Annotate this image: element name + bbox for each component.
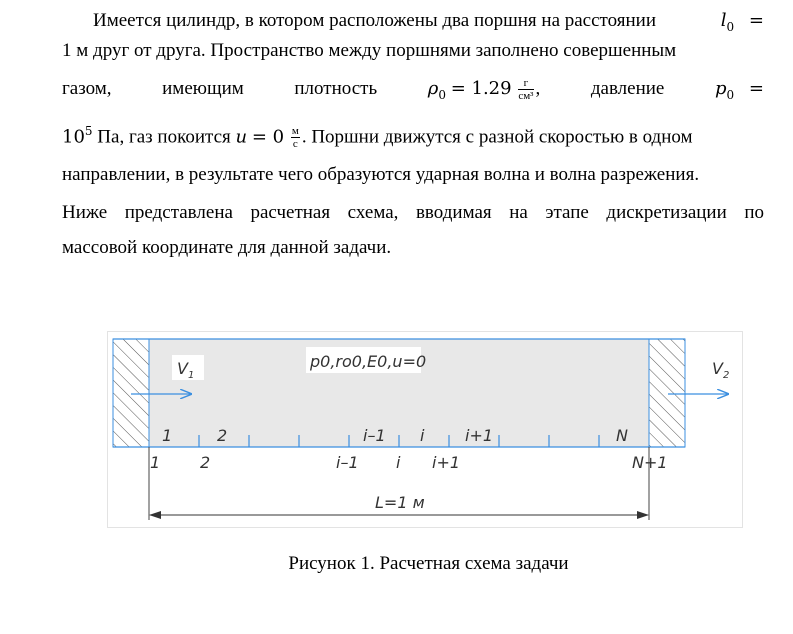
right-piston bbox=[649, 339, 685, 447]
line1-text: Имеется цилиндр, в котором расположены два поршня на расстоянии bbox=[93, 10, 656, 31]
u-var: u bbox=[235, 126, 248, 148]
cell-label-N: N bbox=[616, 426, 628, 445]
l0-sub: 0 bbox=[726, 19, 735, 34]
u-units-num: м bbox=[291, 125, 299, 138]
rho-units-den: см³ bbox=[518, 90, 534, 103]
rho-val: = 1.29 bbox=[450, 78, 512, 99]
p-var: p bbox=[714, 78, 727, 99]
node-label-i-minus-1: i–1 bbox=[336, 453, 359, 472]
rho-comma: , bbox=[535, 78, 541, 99]
line2-val: 1 м bbox=[62, 40, 89, 61]
pressure-exp: 5 bbox=[84, 124, 93, 138]
line4-text1: Па, газ покоится bbox=[97, 126, 231, 148]
word-gazom: газом, bbox=[62, 78, 112, 99]
rho-var: ρ bbox=[427, 78, 439, 99]
line6-text: Ниже представлена расчетная схема, вводимая на этапе дискретизации по bbox=[62, 202, 764, 223]
v1-label: $V_1$ bbox=[177, 359, 195, 381]
cell-label-2: 2 bbox=[217, 426, 228, 445]
left-piston bbox=[113, 339, 149, 447]
figure-caption: Рисунок 1. Расчетная схема задачи bbox=[288, 553, 569, 574]
node-label-i-plus-1: i+1 bbox=[432, 453, 461, 472]
line7-text: массовой координате для данной задачи. bbox=[62, 237, 392, 258]
line5-text: направлении, в результате чего образуются ударная волна и волна разрежения. bbox=[62, 164, 700, 185]
word-plotnost: плотность bbox=[294, 78, 378, 99]
rho-units-num: г bbox=[518, 77, 533, 90]
word-imeyushim: имеющим bbox=[162, 78, 244, 99]
cell-label-i: i bbox=[420, 426, 425, 445]
length-label: L=1 м bbox=[375, 493, 425, 512]
pressure-base: 10 bbox=[62, 126, 85, 148]
u-eq: = 0 bbox=[251, 126, 285, 148]
rho-sub: 0 bbox=[438, 87, 446, 102]
v2-label: $V_2$ bbox=[712, 359, 730, 381]
cell-label-i-minus-1: i–1 bbox=[363, 426, 386, 445]
word-davlenie: давление bbox=[590, 78, 665, 99]
cell-label-i-plus-1: i+1 bbox=[465, 426, 494, 445]
node-label-i: i bbox=[396, 453, 401, 472]
l0-eq: = bbox=[748, 10, 764, 31]
line2-text: друг от друга. Пространство между поршнями заполнено совершенным bbox=[93, 40, 677, 61]
l0-var: l bbox=[720, 10, 727, 31]
node-label-2: 2 bbox=[200, 453, 211, 472]
initial-state-label: p0,ro0,E0,u=0 bbox=[310, 352, 427, 371]
p-eq: = bbox=[748, 78, 764, 99]
cell-label-1: 1 bbox=[162, 426, 173, 445]
u-units-den: с bbox=[292, 138, 298, 151]
node-label-1: 1 bbox=[150, 453, 161, 472]
p-sub: 0 bbox=[726, 87, 735, 102]
line4-text2: . Поршни движутся с разной скоростью в одном bbox=[301, 126, 693, 148]
node-label-N-plus-1: N+1 bbox=[632, 453, 668, 472]
